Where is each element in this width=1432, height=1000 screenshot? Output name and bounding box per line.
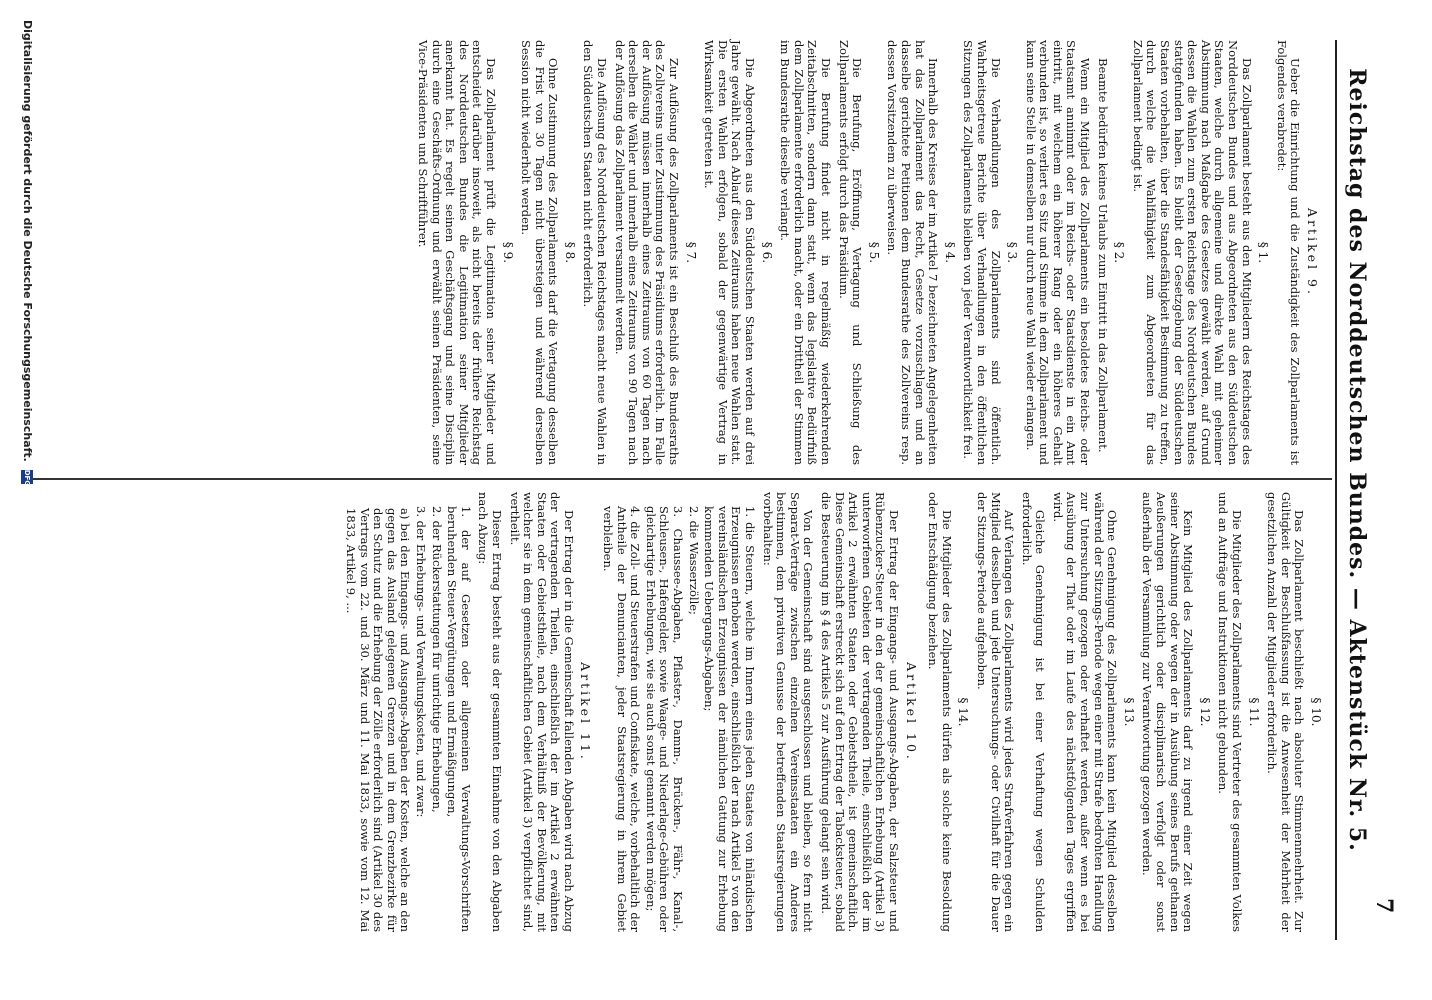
article-10-intro: Der Ertrag der Eingangs- und Ausgangs-Abgaben, der Salzsteuer und Rübenzucker-Steuer in den der gemeinschaftlichen Erhebung (Artikel 3) unterworfenen Gebieten der vertragenden Theile, einschließlich der im Artikel 2 erwähnten Staaten oder Gebietstheile, ist gemeinschaftlich. Diese Gemeinschaft erstreckt sich auf den Ertrag der Tabacksteuer, sobald die Besteuerung im § 4 des Artikels 5 zur Ausführung gelangt sein wird.	[819, 492, 901, 932]
digitization-credit	[21, 20, 34, 487]
section-8-text: Ohne Zustimmung des Zollparlaments darf die Vertagung desselben die Frist von 30 Tagen nicht übersteigen und während derselben Session nicht wiederholt werden.	[519, 40, 561, 465]
list-item: 1. der auf Gesetzen oder allgemeinen Verwaltungs-Vorschriften beruhenden Steuer-Vergütungen und Ermäßigungen,	[445, 506, 473, 932]
article-11-intro: Der Ertrag der in die Gemeinschaft fallenden Abgaben wird nach Abzug der vertragenden Theilen, einschließlich der im Artikel 2 erwähnten Staaten oder Gebietstheile, nach dem Verhältniß der Bevölkerung, mit welcher sie in dem gemeinschaftlichen Gebiet (Artikel 3) verpflichtet sind, vertheilt.	[507, 492, 576, 932]
section-13-text-b: Gleiche Genehmigung ist bei einer Verhaftung wegen Schulden erforderlich.	[1019, 492, 1048, 932]
article-11-list	[413, 506, 471, 932]
article-11-para-2: Dieser Ertrag besteht aus der gesammten Einnahme von den Abgaben nach Abzug:	[476, 492, 504, 932]
section-2-text-a: Beamte bedürfen keines Urlaubs zum Eintritt in das Zollparlament.	[1095, 58, 1110, 453]
header-rule	[1335, 40, 1337, 940]
section-7-text-b: Die Auflösung des Norddeutschen Reichstages macht neue Wahlen in den Süddeutschen Staaten nicht erforderlich.	[581, 40, 610, 465]
article-11-heading: Artikel 11.	[578, 662, 594, 762]
list-item: 3. der Erhebungs- und Verwaltungskosten, und zwar:	[413, 506, 428, 818]
article-10-list	[601, 506, 757, 932]
section-9-heading: § 9.	[500, 241, 515, 264]
section-3-text: Die Verhandlungen des Zollparlaments sind öffentlich. Wahrheitsgetreue Berichte über Verhandlungen in den öffentlichen Sitzungen des Zollparlaments bleiben von jeder Verantwortlichkeit frei.	[961, 40, 1003, 465]
article-9-intro: Ueber die Einrichtung und die Zuständigkeit des Zollparlaments ist Folgendes verabredet:	[1274, 40, 1303, 465]
credit-text: Digitalisierung gefördert durch die Deutsche Forschungsgemeinschaft.	[21, 20, 34, 462]
list-item: 3. Chaussee-Abgaben, Pflaster-, Damm-, Brücken-, Fähr-, Kanal-, Schleusen-, Hafengelder, sowie Waage- und Niederlage-Gebühren oder gleichartige Erhebungen, wie sie auch sonst genannt werden mögen;	[643, 506, 686, 932]
section-7-text-a: Zur Auflösung des Zollparlaments ist ein Beschluß des Bundesraths des Zollvereins unter Zustimmung des Präsidiums erforderlich. Im Falle der Auflösung müssen innerhalb eines Zeitraums von 60 Tagen nach derselben die Wähler und innerhalb eines Zeitraums von 90 Tagen nach der Auflösung das Zollparlament versammelt werden.	[612, 40, 682, 465]
section-12-heading: § 12.	[1197, 697, 1212, 727]
section-9-text: Das Zollparlament prüft die Legitimation seiner Mitglieder und entscheidet darüber insoweit, als nicht bereits der frühere Reichstag des Norddeutschen Bundes die Legitimation seiner Mitglieder anerkannt hat. Es regelt seinen Geschäftsgang und seine Disciplin durch eine Geschäfts-Ordnung und erwählt seinen Präsidenten, seine Vice-Präsidenten und Schriftführer.	[415, 40, 498, 465]
section-12-text: Kein Mitglied des Zollparlaments darf zu irgend einer Zeit wegen seiner Abstimmung oder wegen der in Ausübung seines Berufs gethanen Aeußerungen gerichtlich oder disciplinarisch verfolgt oder sonst außerhalb der Versammlung zur Verantwortung gezogen werden.	[1140, 492, 1196, 932]
section-7-heading: § 7.	[683, 241, 698, 264]
list-item: a) bei den Eingangs- und Ausgangs-Abgaben der Kosten, welche an den gegen das Ausland gelegenen Grenzen und in dem Grenzbezirke für den Schutz und die Erhebung der Zölle erforderlich sind (Artikel 30 des Vertrags vom 22. und 30. März und 11. Mai 1833, sowie vom 12. Mai 1833, Artikel 9, ...	[344, 508, 413, 932]
running-head: Reichstag des Norddeutschen Bundes. — Aktenstück Nr. 5.	[1344, 68, 1370, 852]
list-item: 4. die Zoll- und Steuerstrafen und Confiskate, welche, vorbehaltlich der Antheile der Denuncianten, jeder Staatsregierung in ihrem Gebiet verbleiben.	[601, 506, 643, 932]
section-11-heading: § 11.	[1246, 697, 1261, 727]
article-9-heading: Artikel 9.	[1305, 208, 1320, 297]
article-10-heading: Artikel 10.	[903, 662, 919, 762]
section-13-text-a: Ohne Genehmigung des Zollparlaments kann kein Mitglied desselben während der Sitzungs-Periode wegen einer mit Strafe bedrohten Handlung zur Untersuchung gezogen oder verhaftet werden, außer wenn es bei Ausübung der That oder im Laufe des nächstfolgenden Tages ergriffen wird.	[1050, 492, 1120, 932]
section-5-heading: § 5.	[866, 241, 881, 264]
list-item: 1. die Steuern, welche im Innern eines jeden Staates von inländischen Erzeugnissen erhoben werden, einschließlich der nach Artikel 5 von den vereinsländischen Erzeugnissen der nämlichen Gattung zur Erhebung kommenden Uebergangs-Abgaben;	[702, 506, 758, 932]
section-13-heading: § 13.	[1121, 697, 1136, 727]
section-1-text: Das Zollparlament besteht aus den Mitgliedern des Reichstages des Norddeutschen Bundes und aus Abgeordneten aus den Süddeutschen Staaten, welche durch allgemeine und direkte Wahl mit geheimer Abstimmung nach Maßgabe des Gesetzes gewählt werden, auf Grund dessen die Wahlen zum ersten Reichstage des Norddeutschen Bundes stattgefunden haben. Es bleibt der Gesetzgebung der Süddeutschen Staaten vorbehalten, über die Standesfähigkeit Bestimmung zu treffen, durch welche die Wahlfähigkeit zum Abgeordneten für das Zollparlament bedingt ist.	[1130, 40, 1254, 465]
section-11-text: Die Mitglieder des Zollparlaments sind Vertreter des gesammten Volkes und an Aufträge und Instruktionen nicht gebunden.	[1216, 492, 1245, 932]
section-6-text: Die Abgeordneten aus den Süddeutschen Staaten werden auf drei Jahre gewählt. Nach Ablauf dieses Zeitraums haben neue Wahlen statt. Die ersten Wahlen erfolgen, sobald der gegenwärtige Vertrag in Wirksamkeit getreten ist.	[702, 40, 758, 465]
section-5-text-b: Die Berufung findet nicht in regelmäßig wiederkehrenden Zeitabschnitten, sondern dann statt, wenn das legislative Bedürfniß dem Zollparlamente erforderlich macht, oder ein Drittheil der Stimmen im Bundesrathe dieselbe verlangt.	[778, 40, 833, 465]
section-4-heading: § 4.	[942, 241, 957, 264]
section-14-heading: § 14.	[956, 697, 971, 727]
article-10-para-2: Von der Gemeinschaft sind ausgeschlossen und bleiben, so fern nicht Separat-Verträge zwischen einzelnen Vereinsstaaten ein Anderes bestimmen, dem privativen Genusse der betreffenden Staatsregierungen vorbehalten:	[760, 492, 816, 932]
section-1-heading: § 1.	[1256, 241, 1271, 264]
section-5-text-a: Die Berufung, Eröffnung, Vertagung und Schließung des Zollparlaments erfolgt durch das Präsidium.	[836, 40, 865, 465]
list-item: 2. die Wasserzölle;	[686, 506, 701, 615]
section-3-heading: § 3.	[1005, 241, 1020, 264]
section-13-text-c: Auf Verlangen des Zollparlaments wird jedes Strafverfahren gegen ein Mitglied desselben und jede Untersuchungs- oder Civilhaft für die Dauer der Sitzungs-Periode aufgehoben.	[974, 492, 1017, 932]
list-item: 2. der Rückerstattungen für unrichtige Erhebungen,	[429, 506, 444, 813]
section-2-text-b: Wenn ein Mitglied des Zollparlaments ein besoldetes Reichs- oder Staatsamt annimmt oder im Reichs- oder Staatsdienste in ein Amt eintritt, mit welchem ein höherer Rang oder ein höheres Gehalt verbunden ist, so verliert es Sitz und Stimme in dem Zollparlament und kann seine Stelle in demselben nur durch neue Wahl wieder erlangen.	[1023, 40, 1093, 465]
article-11-sublist	[343, 508, 411, 932]
first-column	[411, 40, 1327, 465]
second-column	[341, 492, 1327, 932]
section-10-text: Das Zollparlament beschließt nach absoluter Stimmenmehrheit. Zur Gültigkeit der Beschlußfassung ist die Anwesenheit der Mehrheit der gesetzlichen Anzahl der Mitglieder erforderlich.	[1265, 492, 1307, 932]
column-divider	[32, 478, 1332, 480]
dfg-logo-icon: DFG	[23, 469, 31, 487]
section-2-heading: § 2.	[1112, 241, 1127, 264]
section-8-heading: § 8.	[562, 241, 577, 264]
section-14-text: Die Mitglieder des Zollparlaments dürfen als solche keine Besoldung oder Entschädigung beziehen.	[926, 492, 954, 932]
section-6-heading: § 6.	[759, 241, 774, 264]
page-number: 7	[1371, 898, 1397, 914]
section-4-text: Innerhalb des Kreises der im Artikel 7 bezeichneten Angelegenheiten hat das Zollparlament das Recht, Gesetze vorzuschlagen und an dasselbe gerichtete Petitionen dem Bundesrathe des Zollvereins resp. dessen Vorsitzendem zu überweisen.	[885, 40, 941, 465]
section-10-heading: § 10.	[1309, 697, 1323, 727]
